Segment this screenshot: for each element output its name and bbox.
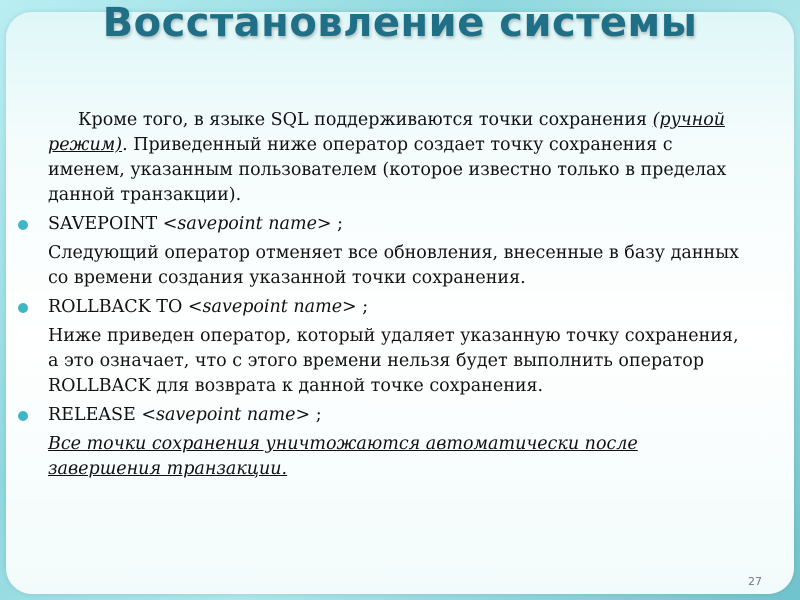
paragraph-auto-destroy: Все точки сохранения уничтожаются автоматически после завершения транзакции. — [48, 434, 638, 479]
manual-mode-text: (ручной режим) — [48, 110, 725, 155]
release-argument: <savepoint name> — [141, 405, 311, 425]
paragraph-release-desc: Ниже приведен оператор, который удаляет указанную точку сохранения, а это означает, что с этого времени нельзя будет выполнить оператор ROLLBACK для возврата к данной точке сохранения. — [48, 326, 739, 396]
release-command: RELEASE — [48, 405, 142, 425]
savepoint-argument: <savepoint name> — [162, 214, 332, 234]
slide-title: Восстановление системы — [102, 0, 698, 46]
bullet-rollback — [14, 295, 754, 320]
bullet-savepoint — [14, 212, 754, 237]
slide-body — [14, 108, 754, 486]
release-terminator: ; — [310, 405, 322, 425]
intro-text-end: . Приведенный ниже оператор создает точку сохранения с именем, указанным пользователем (которое известно только в пределах данной транзакции). — [48, 135, 727, 205]
paragraph-rollback-desc: Следующий оператор отменяет все обновления, внесенные в базу данных со времени создания указанной точки сохранения. — [48, 243, 739, 288]
paragraph-intro — [14, 108, 754, 208]
savepoint-command: SAVEPOINT — [48, 214, 163, 234]
intro-text-start: Кроме того, в языке SQL поддерживаются точки сохранения — [78, 110, 653, 130]
rollback-argument: <savepoint name> — [187, 297, 357, 317]
page-number: 27 — [748, 575, 762, 588]
bullet-dot-icon — [18, 303, 28, 313]
bullet-dot-icon — [18, 220, 28, 230]
bullet-release — [14, 403, 754, 428]
rollback-terminator: ; — [356, 297, 369, 317]
rollback-command: ROLLBACK TO — [48, 297, 188, 317]
bullet-dot-icon — [18, 411, 28, 421]
savepoint-terminator: ; — [331, 214, 344, 234]
